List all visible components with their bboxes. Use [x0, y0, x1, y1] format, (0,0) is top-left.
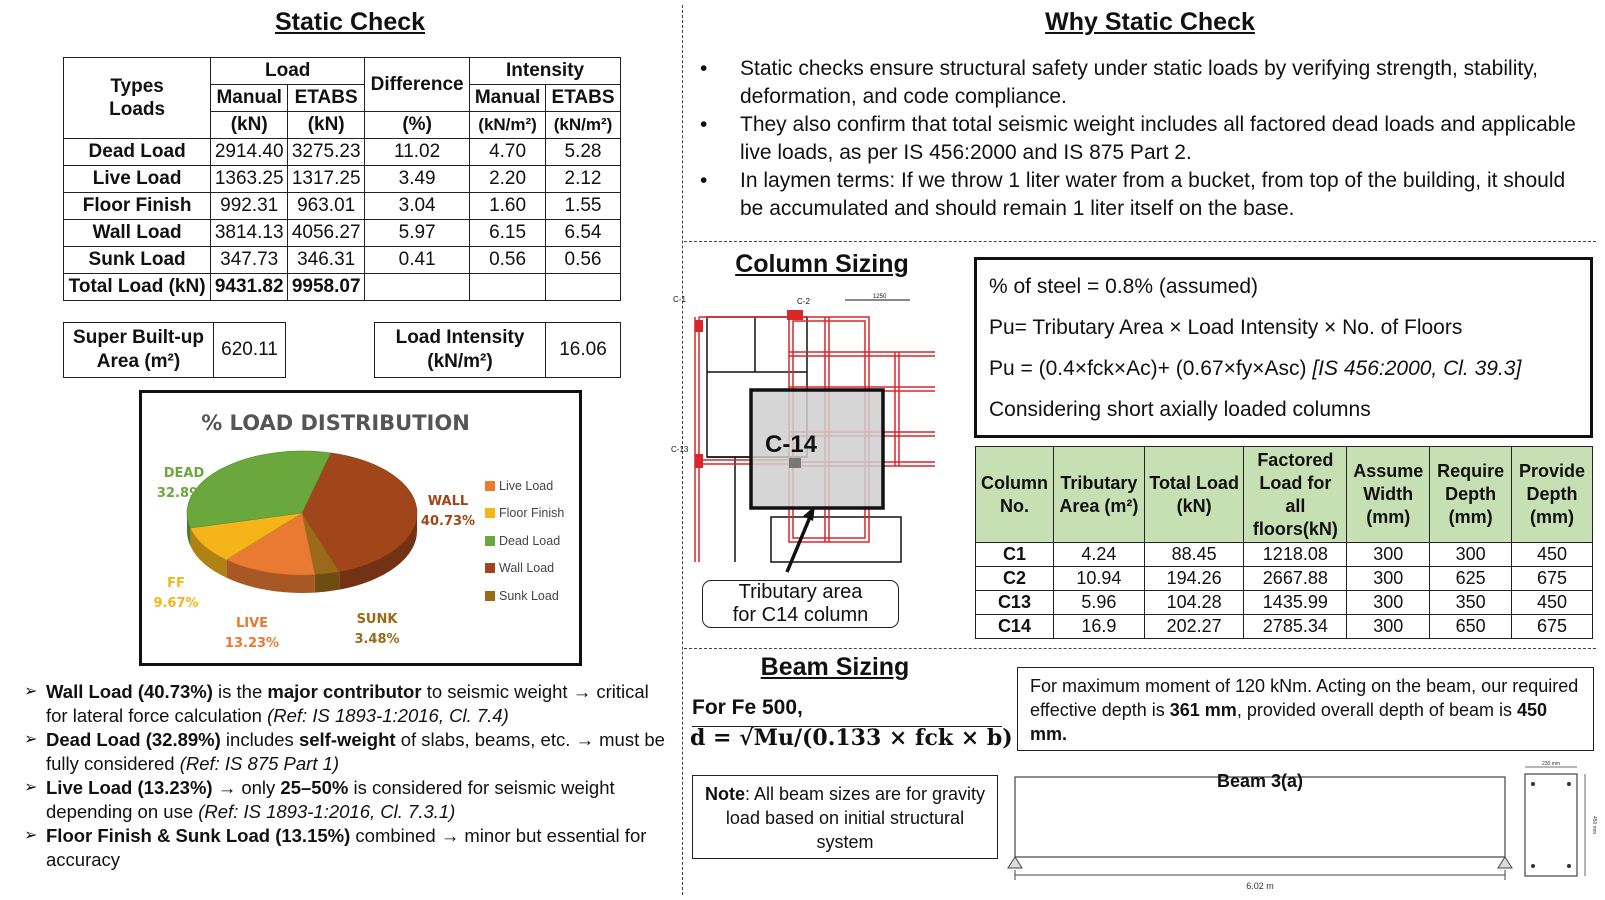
- legend-label: Wall Load: [499, 561, 555, 576]
- cell: 5.96: [1053, 591, 1144, 615]
- cell: 11.02: [365, 139, 470, 166]
- legend-label: Live Load: [499, 478, 554, 493]
- table-row: [976, 567, 1593, 591]
- cell: 1.60: [470, 193, 546, 220]
- legend-item: [485, 500, 580, 528]
- cell: 104.28: [1144, 591, 1244, 615]
- super-built-up-value: 620.11: [214, 323, 286, 378]
- load-intensity-box: [374, 322, 621, 378]
- row-label: Total Load (kN): [64, 274, 211, 301]
- super-built-up-box: [63, 322, 286, 378]
- cell: 1.55: [546, 193, 621, 220]
- load-distribution-chart: [139, 390, 582, 666]
- cell: 963.01: [288, 193, 365, 220]
- beam-sizing-title: Beam Sizing: [760, 653, 910, 681]
- cell-empty: [546, 274, 621, 301]
- unit-kn: (kN): [211, 112, 288, 139]
- table-row: [64, 193, 621, 220]
- cell: 6.54: [546, 220, 621, 247]
- moment-info-box: For maximum moment of 120 kNm. Acting on the beam, our required effective depth is 361 mm, provided overall depth of beam is 450 mm.: [1017, 667, 1594, 751]
- pie-label-live: LIVE: [235, 616, 269, 631]
- col-header: Total Load (kN): [1144, 447, 1244, 543]
- cell: 16.9: [1053, 615, 1144, 639]
- cell: 194.26: [1144, 567, 1244, 591]
- formula-pu-tributary: Pu= Tributary Area × Load Intensity × No. of Floors: [989, 316, 1463, 339]
- table-row: [976, 615, 1593, 639]
- why-item: • Static checks ensure structural safety under static loads by verifying strength, stability, deformation, and code compliance.: [685, 55, 1590, 111]
- header-difference: Difference: [365, 58, 470, 112]
- cell: 1363.25: [211, 166, 288, 193]
- pie-value-wall: 40.73%: [420, 514, 476, 529]
- legend-label: Sunk Load: [499, 588, 559, 603]
- cell: 1218.08: [1244, 543, 1347, 567]
- legend-item: [485, 582, 580, 610]
- tributary-area-label: Tributary area for C14 column: [702, 580, 899, 628]
- col-header: Column No.: [976, 447, 1054, 543]
- cell: 202.27: [1144, 615, 1244, 639]
- cell: 2.20: [470, 166, 546, 193]
- insights-list: [24, 680, 670, 872]
- cell: 88.45: [1144, 543, 1244, 567]
- cell: 4.24: [1053, 543, 1144, 567]
- depth-formula: d = √Mu/(0.133 × fck × b): [690, 725, 1013, 751]
- legend-item: [485, 527, 580, 555]
- col-header: Provide Depth (mm): [1512, 447, 1593, 543]
- unit-pct: (%): [365, 112, 470, 139]
- legend-item: [485, 472, 580, 500]
- col-header: Tributary Area (m²): [1053, 447, 1144, 543]
- row-label: Wall Load: [64, 220, 211, 247]
- cell: 300: [1347, 567, 1430, 591]
- cell: 0.56: [470, 247, 546, 274]
- cell-empty: [470, 274, 546, 301]
- plan-label-c2: C-2: [797, 297, 810, 306]
- cell: 9431.82: [211, 274, 288, 301]
- table-row: [976, 591, 1593, 615]
- table-row: [64, 247, 621, 274]
- chart-legend: [485, 472, 580, 610]
- beam-span-label: 6.02 m: [1246, 881, 1274, 891]
- cell: 625: [1430, 567, 1512, 591]
- super-built-up-label: Super Built-up Area (m²): [64, 323, 214, 378]
- row-label: Live Load: [64, 166, 211, 193]
- insight-item: ➢ Wall Load (40.73%) is the major contributor to seismic weight → critical for lateral force calculation (Ref: IS 1893-1:2016, Cl. 7.4): [24, 680, 670, 728]
- pie-side-sunk: [315, 572, 339, 593]
- chart-title: % LOAD DISTRIBUTION: [201, 411, 470, 435]
- legend-label: Dead Load: [499, 533, 561, 548]
- pie-label-wall: WALL: [427, 494, 469, 509]
- cell-empty: [365, 274, 470, 301]
- unit-knm2: (kN/m²): [470, 112, 546, 139]
- cell: 2667.88: [1244, 567, 1347, 591]
- cell: 9958.07: [288, 274, 365, 301]
- section-width-label: 230 mm: [1541, 761, 1561, 767]
- cell: 4056.27: [288, 220, 365, 247]
- table-row: [64, 139, 621, 166]
- header-etabs: ETABS: [546, 85, 621, 112]
- unit-knm2: (kN/m²): [546, 112, 621, 139]
- cell: 450: [1512, 591, 1593, 615]
- table-row: [64, 220, 621, 247]
- pie-value-sunk: 3.48%: [354, 632, 400, 647]
- header-etabs: ETABS: [288, 85, 365, 112]
- static-check-title: Static Check: [274, 8, 426, 36]
- cell: 6.15: [470, 220, 546, 247]
- cell: 4.70: [470, 139, 546, 166]
- why-static-check-title: Why Static Check: [1045, 8, 1255, 36]
- cell: 5.97: [365, 220, 470, 247]
- legend-swatch: [485, 481, 495, 491]
- formula-steel: % of steel = 0.8% (assumed): [989, 275, 1259, 298]
- cell: 2914.40: [211, 139, 288, 166]
- cell: 300: [1347, 615, 1430, 639]
- cell: 3814.13: [211, 220, 288, 247]
- load-intensity-label: Load Intensity (kN/m²): [375, 323, 546, 378]
- cell: 0.41: [365, 247, 470, 274]
- cell: C14: [976, 615, 1054, 639]
- cell: 350: [1430, 591, 1512, 615]
- cell: 675: [1512, 567, 1593, 591]
- cell: 0.56: [546, 247, 621, 274]
- table-row: [64, 166, 621, 193]
- cell: 992.31: [211, 193, 288, 220]
- legend-item: [485, 555, 580, 583]
- beam-cross-section: [1525, 774, 1577, 876]
- column-sizing-table: [975, 446, 1593, 639]
- cell: 3.49: [365, 166, 470, 193]
- row-label: Sunk Load: [64, 247, 211, 274]
- fe-label: For Fe 500,: [692, 696, 803, 719]
- section-depth-label: 450 mm: [1591, 815, 1597, 835]
- header-intensity: Intensity: [470, 58, 621, 85]
- col-header: Assume Width (mm): [1347, 447, 1430, 543]
- cell: 347.73: [211, 247, 288, 274]
- row-label: Dead Load: [64, 139, 211, 166]
- plan-label-c14: C-14: [765, 431, 818, 458]
- cell: C13: [976, 591, 1054, 615]
- unit-kn: (kN): [288, 112, 365, 139]
- table-row: [976, 543, 1593, 567]
- cell: 300: [1347, 591, 1430, 615]
- load-intensity-value: 16.06: [546, 323, 621, 378]
- why-item: • They also confirm that total seismic weight includes all factored dead loads and applicable live loads, as per IS 456:2000 and IS 875 Part 2.: [685, 111, 1590, 167]
- cell: 1317.25: [288, 166, 365, 193]
- plan-label-c13: C-13: [671, 445, 689, 454]
- cell: 300: [1347, 543, 1430, 567]
- pie-value-ff: 9.67%: [153, 596, 199, 611]
- pie-value-live: 13.23%: [224, 636, 280, 651]
- beam-label: Beam 3(a): [1216, 771, 1304, 791]
- legend-label: Floor Finish: [499, 506, 565, 521]
- legend-swatch: [485, 536, 495, 546]
- formula-pu-capacity: Pu = (0.4×fck×Ac)+ (0.67×fy×Asc) [IS 456:2000, Cl. 39.3]: [989, 357, 1522, 380]
- beam-elevation-drawing: [1005, 760, 1605, 890]
- cell: 2785.34: [1244, 615, 1347, 639]
- cell: 346.31: [288, 247, 365, 274]
- formula-short-column: Considering short axially loaded columns: [989, 398, 1371, 421]
- cell: C1: [976, 543, 1054, 567]
- load-table: [63, 57, 621, 301]
- table-row-total: [64, 274, 621, 301]
- why-list: [685, 55, 1590, 223]
- why-item: • In laymen terms: If we throw 1 liter water from a bucket, from top of the building, it should be accumulated and should remain 1 liter itself on the base.: [685, 167, 1590, 223]
- cell: 10.94: [1053, 567, 1144, 591]
- plan-label-c1: C-1: [673, 295, 686, 304]
- cell: 300: [1430, 543, 1512, 567]
- pie-label-ff: FF: [167, 576, 185, 591]
- cell: 650: [1430, 615, 1512, 639]
- legend-swatch: [485, 591, 495, 601]
- insight-item: ➢ Floor Finish & Sunk Load (13.15%) combined → minor but essential for accuracy: [24, 824, 670, 872]
- formula-box: [974, 257, 1593, 438]
- cell: 3.04: [365, 193, 470, 220]
- col-header: Factored Load for all floors(kN): [1244, 447, 1347, 543]
- header-load: Load: [211, 58, 365, 85]
- header-manual: Manual: [211, 85, 288, 112]
- cell: 675: [1512, 615, 1593, 639]
- horizontal-divider-top: [684, 241, 1596, 242]
- cell: 5.28: [546, 139, 621, 166]
- header-manual: Manual: [470, 85, 546, 112]
- insight-item: ➢ Live Load (13.23%) → only 25–50% is considered for seismic weight depending on use (Ref: IS 1893-1:2016, Cl. 7.3.1): [24, 776, 670, 824]
- pie-value-dead: 32.89%: [156, 486, 212, 501]
- cell: 2.12: [546, 166, 621, 193]
- header-types-loads: Types Loads: [64, 58, 211, 139]
- cell: 3275.23: [288, 139, 365, 166]
- formula-underline: [692, 726, 1002, 727]
- cell: 450: [1512, 543, 1593, 567]
- cell: 1435.99: [1244, 591, 1347, 615]
- cell: C2: [976, 567, 1054, 591]
- insight-item: ➢ Dead Load (32.89%) includes self-weight of slabs, beams, etc. → must be fully considered (Ref: IS 875 Part 1): [24, 728, 670, 776]
- col-header: Require Depth (mm): [1430, 447, 1512, 543]
- plan-dim-label: 1250: [873, 294, 887, 300]
- pie-label-sunk: SUNK: [356, 612, 398, 627]
- note-box: Note: All beam sizes are for gravity load based on initial structural system: [692, 775, 998, 859]
- row-label: Floor Finish: [64, 193, 211, 220]
- pie-label-dead: DEAD: [163, 466, 205, 481]
- legend-swatch: [485, 563, 495, 573]
- column-sizing-title: Column Sizing: [735, 250, 909, 278]
- legend-swatch: [485, 508, 495, 518]
- horizontal-divider-bottom: [684, 648, 1596, 649]
